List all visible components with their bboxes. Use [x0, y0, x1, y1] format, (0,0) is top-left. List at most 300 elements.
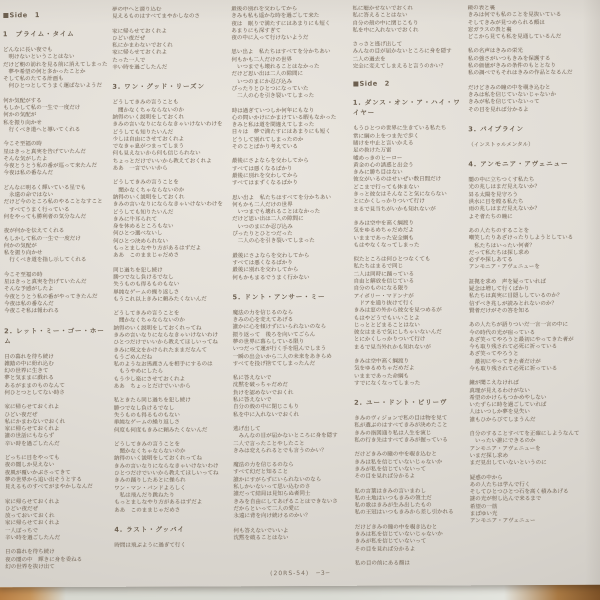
lyric-line: 私を振り向かせ [3, 250, 43, 257]
stanza [232, 194, 349, 246]
lyric-line: 二人の心を引き裂いてしまった [232, 238, 315, 245]
stanza [468, 48, 597, 78]
lyric-line: どうして別れてしまったのか [231, 136, 304, 144]
lyric-line: 星はきっと真実を告げていたんだ [3, 278, 87, 286]
song-title: 1. ダンス・オン・ア・ハイ・ワイヤー [352, 98, 461, 118]
lyric-line: ああ このままじゃだめさ [113, 252, 180, 260]
lyric-line: ドアを通り抜けて行く [353, 300, 415, 307]
lyric-line: どうしてきみの言うことを [113, 441, 180, 448]
stanza [470, 431, 599, 468]
lyric-line: 私たちは真実に目隠ししているのか？ [468, 293, 563, 300]
lyric-column-2 [112, 6, 230, 578]
stanza [112, 6, 227, 21]
lyric-line: 黄金の心の誘惑と出会う [353, 162, 414, 169]
lyric-line: ワン・マン・バンドよろしく [114, 485, 186, 492]
lyric-line: ああ このままじゃだめさ [114, 507, 181, 514]
stanza [354, 452, 465, 482]
lyric-line: みんなの目が届かないところに身を隠す [233, 433, 338, 440]
lyric-line: きみに勝ち目はない [353, 169, 403, 176]
lyric-line: もはやなくなってしまった [353, 242, 420, 249]
lyric-line: 家に帰らせておくれよ [4, 426, 60, 433]
lyric-line: もうごめんだね [113, 354, 153, 361]
lyric-line: 疑惑の中から [469, 474, 503, 481]
lyric-line: 聞かなくちゃならないのか [112, 187, 185, 194]
side-header: ■Side 2 [352, 79, 390, 89]
stanza [468, 142, 597, 150]
lyric-line: 夜は 眠りで満たすにはあまりにも短く [231, 20, 331, 27]
lyric-line: ひとつだけでいいから教えてほしいってね [114, 470, 219, 477]
stanza [232, 158, 349, 188]
lyric-line: 夜の闇しか見えない [4, 462, 55, 469]
lyric-line: まるで見当外れかも知れないが [353, 344, 431, 351]
stanza [469, 278, 598, 315]
stanza [355, 524, 466, 554]
lyric-line: 魔法の力を信じるのなら [233, 462, 294, 469]
lyric-line: ひどい夜だぜ [4, 411, 38, 418]
song-title: 3. パイプライン [468, 124, 524, 134]
lyric-line: 家に帰らせておくれよ [112, 28, 167, 35]
lyric-line: 沈黙を破ることはない [233, 534, 289, 542]
stanza [3, 47, 108, 91]
lyric-line: 何ひとつとしてない時さ [4, 390, 65, 397]
lyric-line: 誰だって結局は見知らぬ者同士 [233, 491, 311, 498]
lyric-line: 何かの気配が [3, 112, 37, 119]
lyric-line: だからといって二人の愛に [233, 505, 300, 513]
lyric-line: どこまで行っても休まない [353, 184, 420, 191]
lyric-line: きみの言いなりにならなきゃいけないわけ [113, 332, 218, 339]
lyric-line: よそ者たちの瞳に [468, 213, 513, 220]
stanza [232, 252, 349, 282]
stanza [469, 322, 598, 374]
lyric-line: 永遠の命ではない [3, 192, 54, 199]
lyric-line: 窓ガラスの表と裏 [467, 26, 512, 34]
lyric-line: その目を見れば分かるよ [354, 546, 416, 553]
stanza [353, 41, 464, 71]
lyric-line: 自分の殻の中に閉じこもり [232, 404, 300, 411]
lyric-line: 星はきっと真実を告げていたんだ [3, 148, 86, 155]
lyric-line: 何も答えないでいいよ [233, 527, 289, 534]
lyric-line: もうこれ以上きみに頼みたくないんだ [113, 296, 207, 303]
lyric-line: 日の暮れを待ち続け [4, 353, 54, 360]
lyric-line: 信ずべき兆しが読みとれないのか？ [468, 300, 557, 307]
lyric-line: 今夜は私の番なんだ [3, 170, 54, 177]
lyric-line: 夜の闇の中 輝きに身を委ねる [5, 556, 83, 563]
lyric-line: 今夜とうとう私の番が巡って来たんだ [3, 163, 97, 170]
lyric-line: きっと彼女はそんなこと気にならない [353, 191, 447, 198]
lyric-line: 何もかも二人だけの世界 [232, 201, 293, 209]
song-title: 1 プライム・タイム [2, 29, 75, 39]
lyric-line: （インストゥルメンタル） [468, 141, 534, 149]
lyric-line: きみと私は道を間違えてしまった [231, 122, 315, 129]
lyric-line: 聞かなくちゃならないのか [113, 448, 186, 455]
lyric-line: 身を休めるところもない [112, 223, 174, 230]
lyric-line: 日々は 夢で満たすにはあまりにも短く [231, 129, 331, 136]
lyric-line: 家に帰らせておくれよ [4, 498, 60, 505]
lyric-line: 心の問いかけにかまけている暇もなかった [231, 114, 337, 122]
lyric-line: もっとましなやり方があるはずだよ [114, 499, 203, 507]
lyric-line: 私の言葉はきみの言いまわし [354, 487, 427, 495]
lyric-line: 何もかもまるでうまく行かない [232, 274, 310, 281]
lyric-line: いたずらに時を過ごしていれば [469, 402, 547, 409]
lyric-line: 私に答えないで [232, 375, 272, 382]
lyric-line: 証拠を求め 声を疑っていれば [468, 278, 546, 285]
lyric-line: 何ひとつ選べないし [113, 231, 163, 238]
lyric-line: 真理が見えるわけがない [469, 387, 530, 394]
lyric-line: ひどい夜だぜ [112, 35, 146, 42]
lyric-line: きみは変えられるとでも言うのかい？ [233, 447, 327, 455]
lyric-line: 夢と気ままに戯れる [4, 375, 54, 382]
lyric-line: アンモニア・アヴェニューを [468, 264, 540, 271]
lyric-line: 人はいつしか夢を見失い [469, 409, 530, 416]
stanza [353, 126, 465, 214]
lyric-line: 同じ過ちを犯し続け [113, 267, 163, 274]
lyric-line: 明けないということはない [2, 54, 75, 61]
lyric-line: 自分のすることすべてを正確にしようなんて [469, 430, 580, 438]
stanza [5, 455, 110, 492]
lyric-line: 私に答えることはない [352, 12, 408, 20]
lyric-line: 鏡の表と裏 [467, 5, 496, 12]
lyric-line: どうしてきみの言うことを [112, 179, 179, 187]
stanza [113, 267, 228, 304]
lyric-line: 賢者だけがその答を知る [468, 307, 530, 315]
stanza [113, 180, 229, 261]
lyric-line: 今の時代の光が宿っている [469, 329, 536, 336]
lyric-line: 何度も何度もきみに頼みたくないんだ [113, 426, 208, 434]
lyric-line: 今こそ至福の時 [3, 271, 43, 279]
lyric-line: アイボリー・マドンナが [353, 293, 414, 300]
stanza [468, 5, 597, 42]
lyric-line: ぴったりとひとつだった [232, 231, 293, 238]
lyric-line: 誰の世話にもならず [4, 433, 55, 440]
song-title: 5. ドント・アンサー・ミー [232, 292, 326, 302]
lyric-line: その目を見れば分かるよ [468, 106, 529, 113]
lyric-line: いつだって運が行く手を阻んでしまう [232, 346, 327, 353]
lyric-line: まだ見出していないというのに [469, 460, 547, 467]
lyric-line: 納得のいく説明をしておくれってね [113, 455, 203, 463]
lyric-line: 失うものも得るものもない [113, 412, 180, 419]
lyric-line: 辛い時を過ごしたんだ [112, 64, 168, 71]
lyric-line: どうしても知りたいんだ [112, 129, 174, 136]
lyric-line: どこから見ても私を見通しているんだ [467, 34, 562, 41]
lyric-line: だけど思い出は二人の隙間に [231, 71, 304, 78]
lyric-line: 闇の中に立ちつくす私たち [468, 177, 535, 184]
lyric-line: 自分のものになる限り [353, 285, 409, 293]
lyric-line: きみのヴィジョンで私の目は物を見て [354, 415, 448, 422]
lyric-line: どんなに長い夜でも [2, 47, 53, 54]
lyric-line: いったい誰にできるのか [469, 438, 536, 445]
lyric-line: 私に聴かせないでおくれ [352, 5, 413, 12]
stanza [3, 141, 108, 178]
lyric-line: すべては悪くなるばかり [232, 259, 293, 267]
stanza [3, 98, 108, 135]
lyric-line: 見えるものはすべてまやかしなのさ [112, 13, 200, 21]
lyric-line: あざ笑ってやろうと [469, 351, 519, 358]
lyric-line: 何も見えないから何も信じられない [112, 150, 201, 158]
stanza [353, 220, 464, 250]
lyric-line: きみの指図通り私は人生を演じ [354, 430, 432, 437]
lyric-line: 謎の光が射し込んで来るまで [469, 496, 542, 503]
lyric-line: ああ 一言でいいから [112, 165, 168, 172]
stanza [4, 272, 109, 316]
lyric-line: そしてひとつひとつ石を高く積みあげる [469, 488, 569, 496]
stanza [354, 415, 465, 445]
lyric-line: もしかして私の一生で一度だけ [3, 235, 81, 242]
lyric-line: 私の強さがいつもきみを保護する [467, 55, 551, 63]
lyric-line: だけどきみの瞳の中を覗き込むと [354, 524, 438, 531]
lyric-line: 雨の兆しはまだ見えないか？ [468, 206, 541, 213]
lyric-line: 今夜こそ私は報われる [4, 308, 60, 315]
stanza [4, 404, 109, 448]
lyric-line: 私ときたら同じ過ちを犯し続け [113, 397, 191, 405]
lyric-line: 一人ぼっちで [5, 527, 39, 535]
lyric-line: とにかくしっかりついて行け [353, 198, 425, 206]
lyric-line: 何ひとつ決められない [113, 238, 168, 245]
lyric-line: 納得のいく説明をしておくれってね [113, 325, 202, 332]
lyric-line: 賭けを中止と言いかえる [353, 140, 414, 147]
lyric-line: だけど思い出は二人の隙間に [232, 216, 304, 223]
lyric-line: とにかくしっかりついて行け [353, 336, 426, 344]
lyric-line: 行くべき道を指し示してくれる [3, 257, 87, 264]
lyric-line: きみが私を信じていないって [354, 466, 426, 473]
lyric-line: あまりにも深すぎて [231, 27, 281, 35]
lyric-line: きみの踊りしたあとに操られ [114, 477, 186, 485]
lyric-line: 私の価値がきみの条件のもととなり [467, 62, 556, 70]
lyric-line: きみは空中高く綱渡り [353, 358, 409, 365]
stanza [114, 441, 230, 514]
lyric-line: どうしてきみの言うことを [113, 310, 180, 317]
stanza [5, 549, 110, 571]
lyric-line: だけど今のところ私のやることなすこと [3, 199, 103, 206]
lyric-line: アンモニア・アヴェニュー [469, 518, 536, 525]
lyric-line: きみも私も遥かな時を過ごして来た [231, 13, 320, 20]
stanza [354, 358, 465, 388]
lyric-line: きみに牛耳られて [112, 216, 157, 223]
lyric-line: 負けを認めないでおくれ [232, 389, 294, 397]
lyric-line: 私は飛んだり跳ねたり [114, 492, 175, 499]
lyric-line: 勝つでなし負けるでなし [113, 405, 175, 412]
lyric-line: 希望のかけらもつかめやしない [469, 394, 547, 402]
lyric-column-5 [468, 5, 600, 577]
lyric-line: だけどきみの瞳の中を覗き込むと [467, 84, 551, 91]
song-title: 4. ラスト・グッバイ [114, 525, 185, 534]
lyric-line: 何をやっても勝利者の気分なんだ [3, 213, 87, 221]
lyric-line: 放っておいておくれ [4, 513, 55, 520]
lyric-line: 家に帰らせておくれよ [112, 50, 168, 57]
stanza [231, 6, 348, 43]
lyric-column-1 [3, 7, 111, 579]
lyric-line: きみは私を信じていないじゃないか [354, 531, 443, 538]
side-header: ■Side 1 [2, 11, 40, 20]
lyric-line: 私にかまわないでおくれ [112, 42, 173, 50]
lyric-line: 二人で言ったことやしたこと [233, 440, 305, 447]
lyric-line: きみは私を信じていないじゃないか [354, 459, 443, 466]
footer-catalog-number: (20RS-54) ─3─ [270, 569, 331, 578]
lyric-line: あるがままのものなんて [4, 382, 65, 389]
lyric-line: 私を振り向かせ [3, 119, 42, 126]
lyric-line: 幻の世界を抜け出て [5, 563, 55, 571]
lyric-line: きみが私を信じていないって [354, 538, 427, 546]
stanza [470, 474, 599, 526]
lyric-line: きみを自由にしてあげることはできないさ [233, 498, 338, 505]
lyric-line: 常に綱の上をつま先で歩く [352, 133, 420, 140]
lyric-line: そしてきみが見つめられる顔は [467, 19, 545, 26]
lyric-line: じっととどまることはない [353, 322, 420, 329]
lyric-line: 誰もひからびてしまうんだ [469, 416, 536, 424]
lyric-line: 私が選ぶのはすべてきみが決めたこと [354, 422, 448, 430]
lyric-columns [3, 5, 599, 579]
lyric-line: 嘲笑したりあざけったりしようとしている [468, 235, 574, 242]
lyric-line: きみの言いなりにならなきゃいけないわけを [112, 121, 223, 129]
stanza [4, 353, 109, 397]
lyric-line: アンモニア・アヴェニューを [469, 445, 541, 452]
lyric-line: 家に帰らせておくれよ [4, 404, 60, 411]
lyric-line: きみに呪文をかけられたままだなんて [113, 346, 208, 354]
lyric-line: いつのまにか忍び込み [232, 223, 293, 231]
lyric-line: そんな気がしたよ [3, 155, 48, 163]
stanza [231, 49, 348, 101]
lyric-line: あの人たちが語りついだ一言一言の中に [469, 322, 569, 329]
lyric-line: でなきゃ息がつまってしまう [112, 143, 185, 150]
lyric-line: 夜の中に入って行けないようだ [231, 35, 309, 42]
lyric-line: 彼女がいるのはせいぜい数日間だけ [353, 176, 442, 184]
lyric-line: 思い出よ 私たちはすべてを分かちあい [231, 49, 331, 56]
lyric-line: どうしても知りたいんだ [112, 209, 174, 216]
lyric-line: 日の暮れを待ち続け [5, 549, 55, 556]
lyric-line: 聞かなくちゃならないのか [113, 317, 185, 325]
lyric-line: 最後に別れを交わしてから [232, 267, 299, 274]
lyric-line: だけどきみの瞳の中を覗き込むと [354, 451, 437, 459]
lyric-line: いまだ探し求め [469, 453, 509, 460]
lyric-line: 夢の世界に暮らしている限り [232, 338, 305, 346]
lyric-column-3 [231, 6, 351, 578]
lyric-line: 私の歌はきみが生み出したもの [354, 502, 432, 509]
stanza [468, 177, 597, 221]
lyric-line: 勝つでなし負けるでなし [113, 274, 174, 281]
lyric-line: あの人たちは学んで行く [469, 481, 531, 489]
lyric-line: 自由と解放を信じている [353, 278, 415, 285]
lyric-line: 見えるものすべてがまやかしなんだ [4, 484, 93, 491]
lyric-line: もしかして私の一生で一度だけ [3, 105, 81, 112]
lyric-line: 疑念は増して行くばかり [468, 286, 530, 293]
lyric-line: ああ ちょっとだけでいいから [113, 383, 191, 390]
lyric-line: きみの言いなりにならなきゃいけないわけを [112, 201, 223, 209]
lyric-line: 夜風が覆いかぶさってきて [4, 469, 71, 476]
lyric-line: 誰かに心を傾けずにいられないのなら [232, 324, 327, 331]
song-title: 2. レット・ミー・ゴー・ホーム [4, 326, 105, 345]
lyric-line: 家に帰らせておくれよ [5, 520, 60, 527]
lyric-line: 一瞬の出会いから二人の未来をあきらめ [232, 353, 332, 360]
stanza [5, 498, 110, 542]
lyric-line: 二人は同時に踊っている [353, 271, 415, 278]
lyric-line: たった一人で [112, 57, 146, 64]
lyric-line: 昇る太陽を見守ろう [468, 191, 519, 199]
stanza [114, 542, 229, 550]
lyric-line: 私の調べでもそれはきみの作品となるんだ [467, 70, 573, 77]
lyric-line: ぴったりとひとつになっていた [231, 85, 309, 93]
lyric-line: きみの言いなりにならなきゃいけないわけ [114, 463, 219, 470]
lyric-line: 気をゆるめちゃだめだよ [353, 227, 414, 234]
lyric-line: すべて幻だと知ること [233, 469, 289, 476]
lyric-line: もっとましなやり方があるはずだよ [113, 245, 202, 252]
lyric-line: いままであった命綱も [354, 373, 409, 380]
lyric-line: 今も取り残されて必死に祈っている [469, 365, 558, 373]
lyric-line: すべては悪くなるばかり [231, 165, 293, 172]
lyric-line: きみが私を信じていないって [468, 99, 540, 106]
lyric-line: 何かの気配が [3, 242, 37, 250]
lyric-line: 逃げ出して [233, 426, 261, 433]
lyric-line: 単純なゲームの繰り返しさ [113, 419, 180, 427]
lyric-line: 魔法の力を信じるのなら [232, 309, 294, 317]
stanza [354, 256, 466, 351]
lyric-line: 私たちはまるで同じ [353, 263, 404, 271]
lyric-line: さっさと逃げ出して [352, 41, 403, 48]
lyric-line: すでになくなってしまった [354, 380, 421, 387]
lyric-line: 幻の世界に生きて [4, 368, 49, 375]
lyric-line: 私を中に入れないでおくれ [352, 27, 419, 34]
lyric-line: 辛い時を過ごしたんだ [4, 440, 60, 448]
lyric-line: 足の抜けた万雷 [353, 147, 392, 155]
song-title: 4. アンモニア・アヴェニュー [468, 159, 569, 169]
lyric-line: ひどい夜だぜ [4, 505, 38, 513]
lyric-line: 今夜とうとう私の番がやってきたんだ [4, 293, 98, 300]
lyric-line: 辛い時を過ごしたんだ [5, 535, 61, 542]
lyric-line: 私の行き先はすべてきみが握っている [354, 437, 448, 444]
lyric-line: 夢の中へと潜り込む [112, 6, 162, 13]
lyric-line: 失うものも得るものもない [113, 281, 180, 289]
lyric-line: どんなに明るく輝いている星でも [3, 184, 87, 192]
lyric-line: だけど朝の訪れを見る前に消えてしまった [3, 61, 108, 68]
lyric-line: ちょっとだけでいいから教えておくれよ [112, 158, 212, 165]
lyric-line: そして私のたてる計画も [3, 76, 64, 83]
lyric-line: ひとつだけでいいから教えてほしいってね [113, 339, 218, 347]
lyric-line: すべてはまずくなるばかり [231, 180, 298, 187]
lyric-line: 私に答えないで [232, 397, 272, 404]
lyric-line: 私を中に入れないでおくれ [233, 411, 300, 418]
lyric-line: 思い出よ 私たちはすべてを分かちあい [232, 194, 331, 201]
lyric-line: まばゆい光 [469, 511, 498, 518]
lyric-line: 永遠に背を向け続けるのかい？ [233, 513, 311, 520]
lyric-line: いつのまにか忍び込み [231, 78, 293, 85]
lyric-line: いつまでも壊れることはなかった [231, 63, 320, 71]
lyric-line: もう少し楽にさせておくれよ [113, 376, 186, 383]
stanza [113, 310, 229, 391]
lyric-line: 二人の過去を [352, 56, 386, 63]
lyric-line: 夢の世界から追い出そうとする [4, 476, 82, 484]
lyric-line: そのことばかり考えている [231, 144, 298, 151]
lyric-line: 二人の心を引き裂いてしまった [231, 93, 315, 100]
song-title: 2. ユー・ドント・ビリーヴ [354, 398, 448, 407]
lyric-line: 気をゆるめちゃだめだよ [353, 365, 415, 373]
stanza [234, 527, 351, 542]
lyric-line: 今夜は私の番なんだ [4, 300, 54, 308]
lyric-line: いつまでも壊れることはなかった [232, 209, 321, 216]
lyric-line: 嘘めっきのヒーロー [353, 155, 403, 162]
lyric-line: その目を見れば分かるよ [354, 473, 416, 481]
lyric-line: 誰かにすがらずにいられないのなら [233, 476, 322, 484]
lyric-line: もうひとつの世界に生きている私たち [352, 125, 447, 133]
lyric-line: きみの心を変えてあげる [232, 317, 294, 324]
lyric-line: きみは何でも私のことを見抜いている [467, 12, 562, 19]
stanza [4, 228, 109, 265]
stanza [469, 380, 598, 424]
stanza [352, 5, 463, 35]
lyric-line: 今も取り残されて必死に祈っている [469, 343, 558, 351]
lyric-line: 光の兆しはまだ見えないか？ [468, 184, 540, 191]
lyric-line: そんな予感がしたよ [3, 286, 54, 293]
lyric-line: 何ひとつとしてうまく運ばないようだ [3, 83, 103, 90]
stanza [233, 310, 350, 369]
lyric-line: 私にかまわないでおくれ [4, 418, 66, 426]
